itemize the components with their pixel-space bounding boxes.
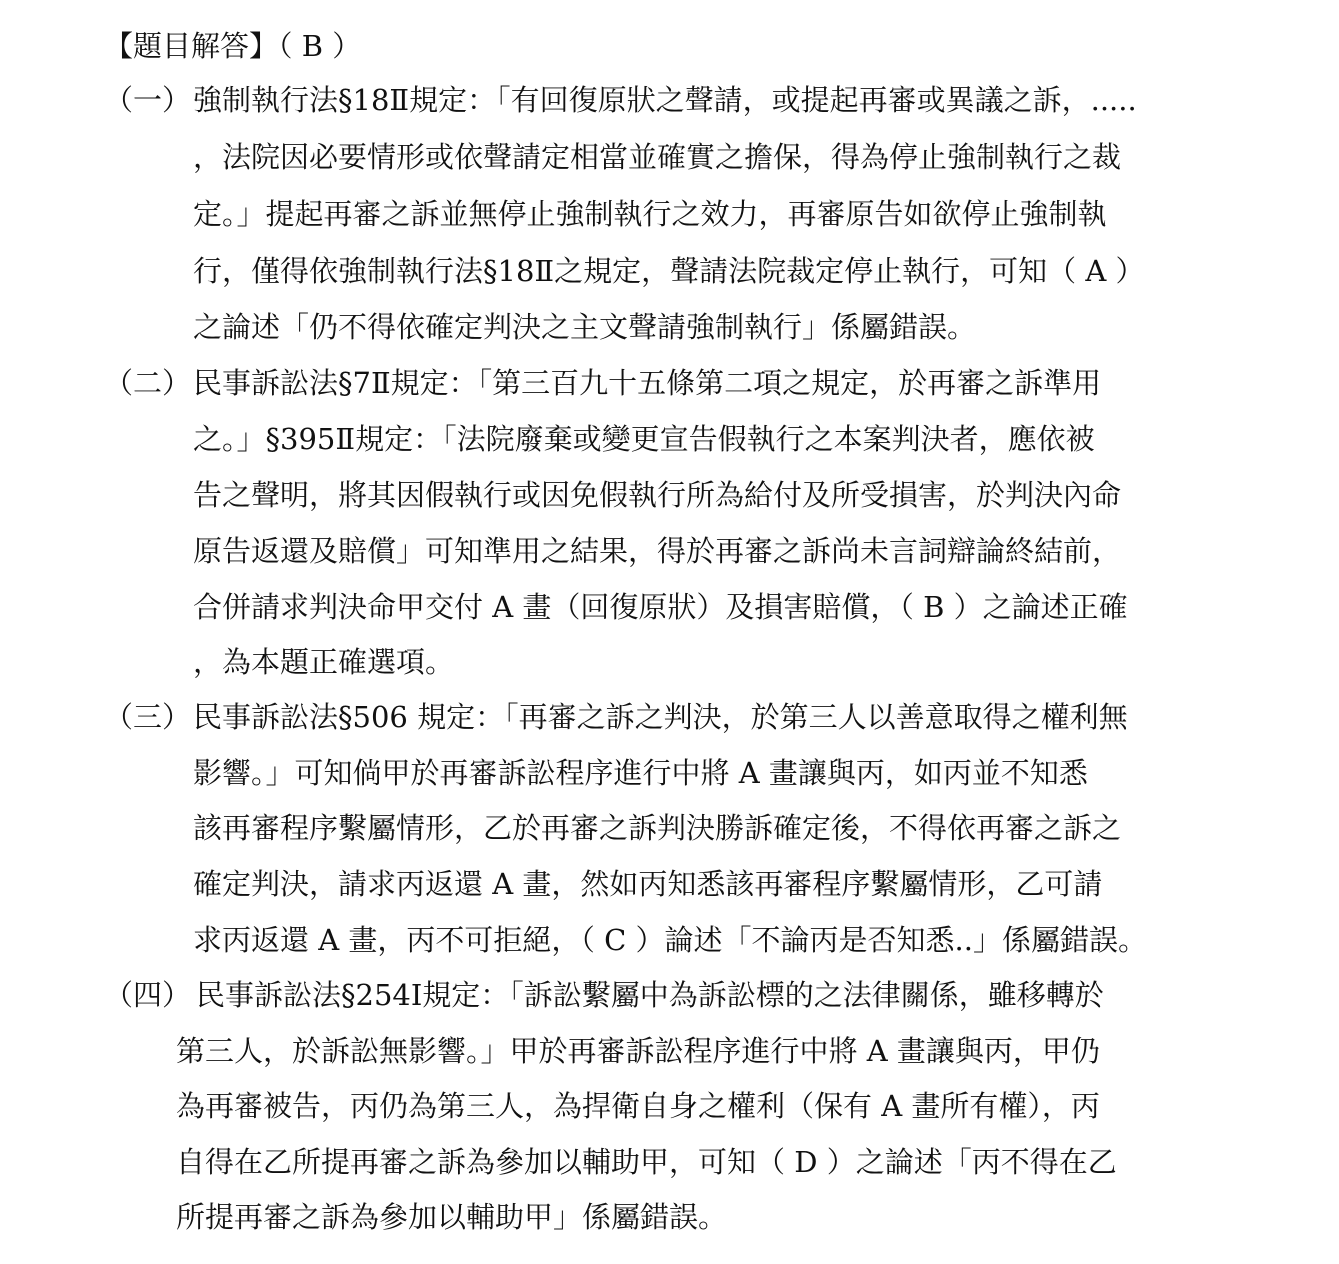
answer-title: 【題目解答】（ B ） <box>104 29 362 63</box>
section-1-line-1: 強制執行法§18Ⅱ規定：「有回復原狀之聲請，或提起再審或異議之訴，..... <box>193 83 1137 117</box>
section-3-line-1: 民事訴訟法§506 規定：「再審之訴之判決，於第三人以善意取得之權利無 <box>193 700 1128 734</box>
section-2-line-5: 合併請求判決命甲交付 A 畫（回復原狀）及損害賠償，（ B ）之論述正確 <box>193 590 1128 624</box>
section-2-line-1: 民事訴訟法§7Ⅱ規定：「第三百九十五條第二項之規定，於再審之訴準用 <box>193 366 1102 400</box>
section-4-line-5: 所提再審之訴為參加以輔助甲」係屬錯誤。 <box>176 1200 728 1234</box>
section-3-line-3: 該再審程序繫屬情形，乙於再審之訴判決勝訴確定後，不得依再審之訴之 <box>193 811 1122 845</box>
section-1-line-5: 之論述「仍不得依確定判決之主文聲請強制執行」係屬錯誤。 <box>193 310 977 344</box>
section-3-marker: （三） <box>104 700 192 734</box>
section-1-line-4: 行，僅得依強制執行法§18Ⅱ之規定，聲請法院裁定停止執行，可知（ A ） <box>193 254 1145 288</box>
section-2-line-3: 告之聲明，將其因假執行或因免假執行所為給付及所受損害，於判決內命 <box>193 478 1122 512</box>
section-2-line-2: 之。」§395Ⅱ規定：「法院廢棄或變更宣告假執行之本案判決者，應依被 <box>193 422 1095 456</box>
section-1-line-2: ，法院因必要情形或依聲請定相當並確實之擔保，得為停止強制執行之裁 <box>193 140 1122 174</box>
section-4-line-1: 民事訴訟法§254Ⅰ規定：「訴訟繫屬中為訴訟標的之法律關係，雖移轉於 <box>196 978 1104 1012</box>
section-2-line-6: ，為本題正確選項。 <box>193 645 455 679</box>
section-3-line-4: 確定判決，請求丙返還 A 畫，然如丙知悉該再審程序繫屬情形，乙可請 <box>193 867 1103 901</box>
section-4-marker: （四） <box>104 978 192 1012</box>
section-4-line-2: 第三人，於訴訟無影響。」甲於再審訴訟程序進行中將 A 畫讓與丙，甲仍 <box>176 1034 1100 1068</box>
section-4-line-4: 自得在乙所提再審之訴為參加以輔助甲，可知（ D ）之論述「丙不得在乙 <box>176 1145 1117 1179</box>
section-1-marker: （一） <box>104 83 192 117</box>
section-2-line-4: 原告返還及賠償」可知準用之結果，得於再審之訴尚未言詞辯論終結前， <box>193 534 1122 568</box>
section-1-line-3: 定。」提起再審之訴並無停止強制執行之效力，再審原告如欲停止強制執 <box>193 197 1107 231</box>
section-2-marker: （二） <box>104 366 192 400</box>
section-4-line-3: 為再審被告，丙仍為第三人，為捍衛自身之權利（保有 A 畫所有權），丙 <box>176 1089 1100 1123</box>
section-3-line-2: 影響。」可知倘甲於再審訴訟程序進行中將 A 畫讓與丙，如丙並不知悉 <box>193 756 1088 790</box>
section-3-line-5: 求丙返還 A 畫，丙不可拒絕，（ C ）論述「不論丙是否知悉..」係屬錯誤。 <box>193 923 1147 957</box>
